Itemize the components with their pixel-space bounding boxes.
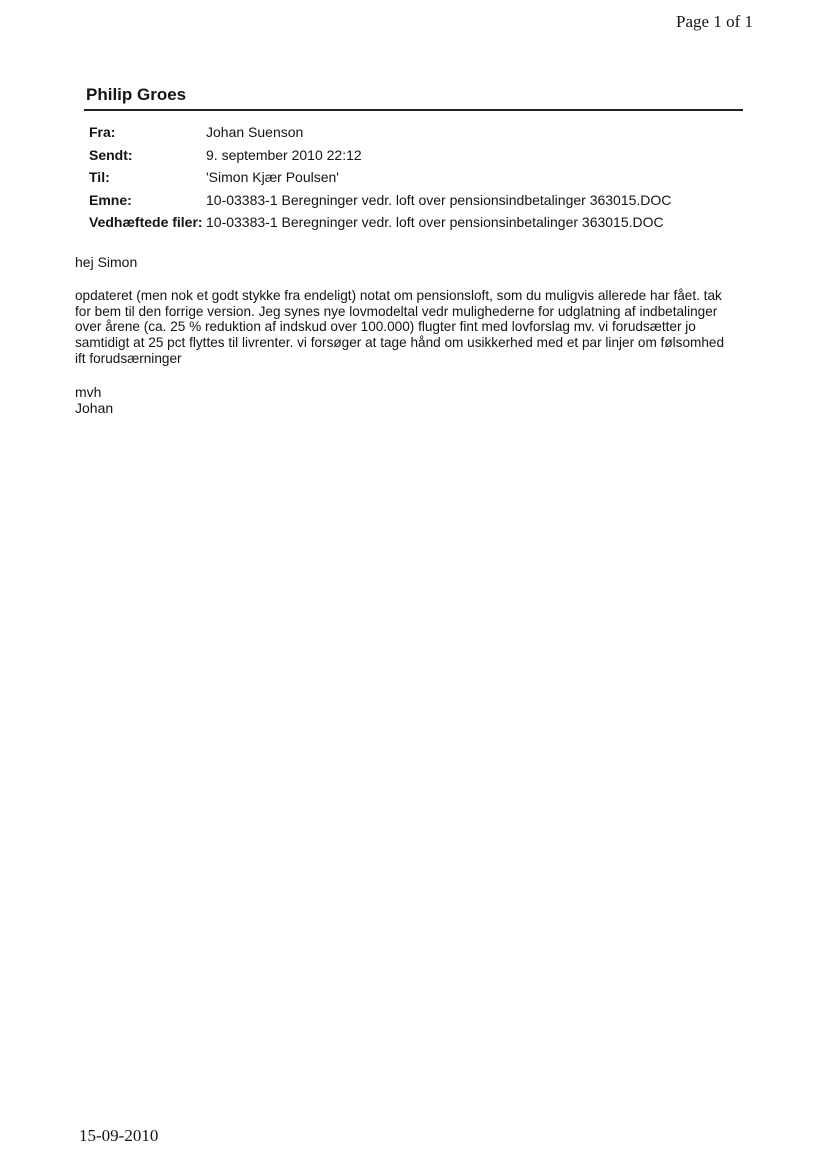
- email-body-line: samtidigt at 25 pct flyttes til livrenter. vi forsøger at tage hånd om usikkerhed med et par linjer om følsomhed: [75, 335, 725, 351]
- email-body-line: for bem til den forrige version. Jeg synes nye lovmodeltal vedr mulighederne for udglatning af indbetalinger: [75, 303, 718, 319]
- email-body-line: ift forudsærninger: [75, 350, 182, 366]
- header-label: Vedhæftede filer:: [89, 214, 203, 231]
- header-row-subject: [89, 189, 671, 212]
- email-header-table: [89, 121, 671, 234]
- header-row-to: [89, 166, 671, 189]
- header-row-attachments: [89, 211, 671, 234]
- header-value-recipient: 'Simon Kjær Poulsen': [206, 169, 339, 186]
- mailbox-owner-name: Philip Groes: [86, 85, 187, 104]
- email-body-line: opdateret (men nok et godt stykke fra endeligt) notat om pensionsloft, som du muligvis allerede har fået. tak: [75, 288, 722, 303]
- email-greeting: hej Simon: [75, 254, 138, 270]
- header-value-subject: 10-03383-1 Beregninger vedr. loft over pensionsindbetalinger 363015.DOC: [206, 191, 672, 208]
- header-label: Emne:: [89, 191, 132, 208]
- header-label: Sendt:: [89, 146, 133, 163]
- email-signature: Johan: [75, 400, 114, 416]
- header-label: Fra:: [89, 124, 116, 141]
- page-number: Page 1 of 1: [676, 12, 753, 31]
- header-value-sender: Johan Suenson: [206, 124, 304, 141]
- header-divider: [84, 109, 743, 111]
- header-row-sent: [89, 144, 671, 167]
- header-row-from: [89, 121, 671, 144]
- email-closing: mvh: [75, 384, 102, 400]
- print-date: 15-09-2010: [79, 1126, 159, 1145]
- email-body-line: over årene (ca. 25 % reduktion af indskud over 100.000) flugter fint med lovforslag mv. vi forudsætter jo: [75, 319, 696, 335]
- header-value-attachment: 10-03383-1 Beregninger vedr. loft over pensionsinbetalinger 363015.DOC: [206, 214, 664, 231]
- email-signoff: [75, 384, 113, 416]
- email-body: [75, 288, 755, 367]
- header-label: Til:: [89, 169, 110, 186]
- header-value-sent-date: 9. september 2010 22:12: [206, 146, 362, 163]
